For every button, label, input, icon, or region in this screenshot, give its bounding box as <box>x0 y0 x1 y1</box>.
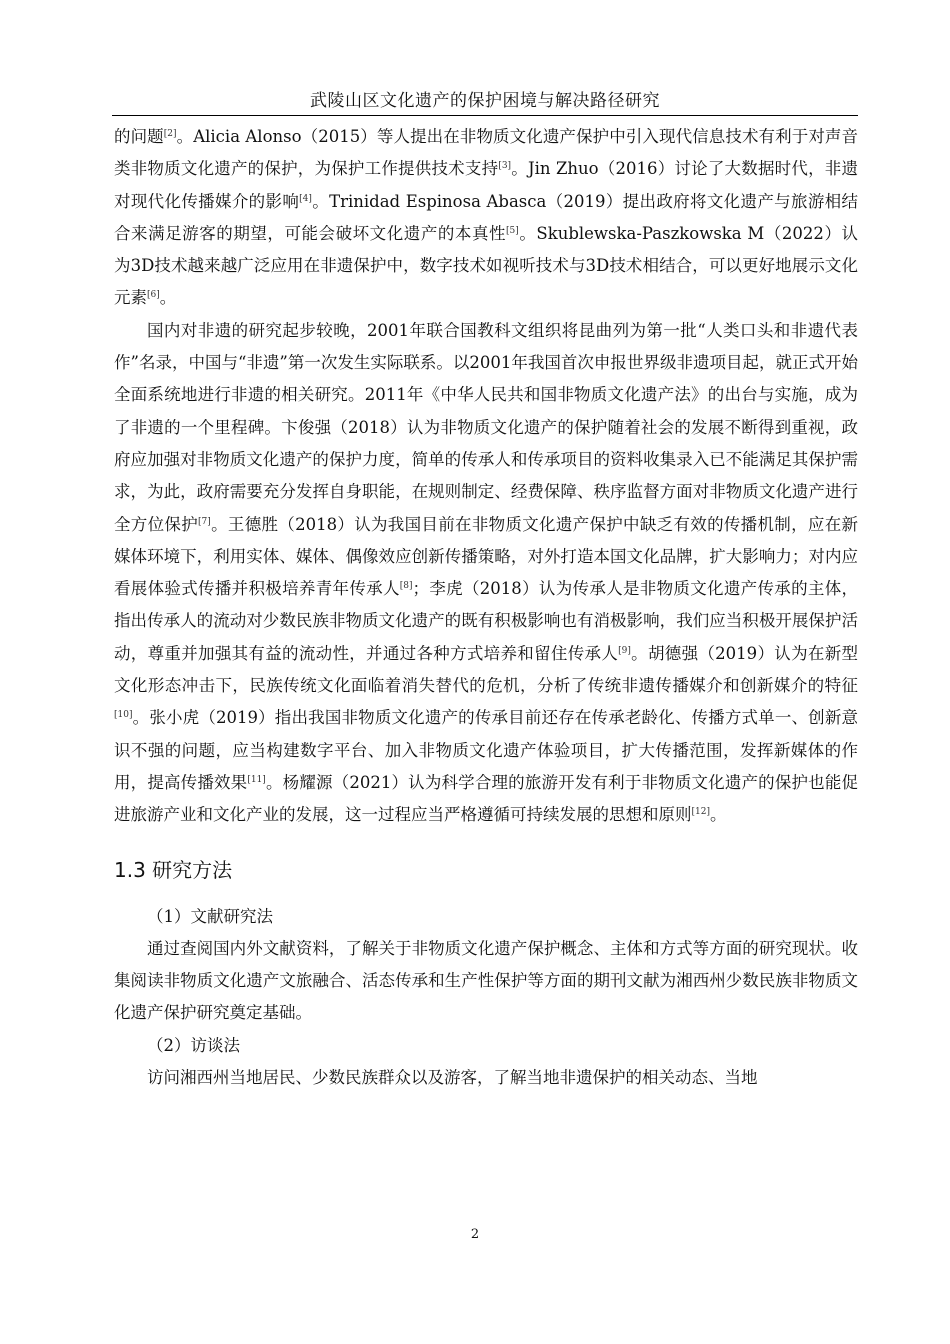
method-literature-text: 通过查阅国内外文献资料，了解关于非物质文化遗产保护概念、主体和方式等方面的研究现状。收集阅读非物质文化遗产文旅融合、活态传承和生产性保护等方面的期刊文献为湘西州少数民族非物质文化遗产保护研究奠定基础。 <box>114 938 858 1023</box>
paragraph-text: 的问题 <box>114 127 164 146</box>
header-rule <box>112 115 858 116</box>
paragraph-text: 。张小虎（2019）指出我国非物质文化遗产的传承目前还存在传承老龄化、传播方式单一、创新意识不强的问题，应当构建数字平台、加入非物质文化遗产体验项目，扩大传播范围，发挥新媒体的作用，提高传播效果 <box>114 708 858 792</box>
citation-ref: [4] <box>299 193 312 204</box>
running-header-title: 武陵山区文化遗产的保护困境与解决路径研究 <box>310 91 660 111</box>
paragraph-text: 国内对非遗的研究起步较晚，2001年联合国教科文组织将昆曲列为第一批“人类口头和非遗代表作”名录，中国与“非遗”第一次发生实际联系。以2001年我国首次申报世界级非遗项目起，就正式开始全面系统地进行非遗的相关研究。2011年《中华人民共和国非物质文化遗产法》的出台与实施，成为了非遗的一个里程碑。卞俊强（2018）认为非物质文化遗产的保护随着社会的发展不断得到重视，政府应加强对非物质文化遗产的保护力度，简单的传承人和传承项目的资料收集录入已不能满足其保护需求，为此，政府需要充分发挥自身职能，在规则制定、经费保障、秩序监督方面对非物质文化遗产进行全方位保护 <box>114 320 858 534</box>
method-interview-text: 访问湘西州当地居民、少数民族群众以及游客，了解当地非遗保护的相关动态、当地 <box>147 1068 758 1088</box>
section-heading: 1.3 研究方法 <box>114 857 233 882</box>
citation-ref: [9] <box>618 645 631 656</box>
method-literature-title: （1）文献研究法 <box>147 906 273 926</box>
citation-ref: [12] <box>691 807 710 818</box>
paragraph-text: 。Skublewska-Paszkowska M（2022）认为3D技术越来越广泛应用在非遗保护中，数字技术如视听技术与3D技术相结合，可以更好地展示文化元素 <box>114 223 858 308</box>
paragraph-text: 。杨耀源（2021）认为科学合理的旅游开发有利于非物质文化遗产的保护也能促进旅游产业和文化产业的发展，这一过程应当严格遵循可持续发展的思想和原则 <box>114 772 858 825</box>
citation-ref: [11] <box>247 774 266 785</box>
citation-ref: [5] <box>506 225 519 236</box>
paragraph-text: 。 <box>709 805 727 825</box>
paragraph-domestic-research <box>114 315 858 832</box>
citation-ref: [10] <box>114 710 133 721</box>
citation-ref: [8] <box>399 581 413 592</box>
page-body <box>114 121 858 1094</box>
method-interview-title: （2）访谈法 <box>147 1035 240 1055</box>
paragraph-text: 。王德胜（2018）认为我国目前在非物质文化遗产保护中缺乏有效的传播机制，应在新媒体环境下，利用实体、媒体、偶像效应创新传播策略，对外打造本国文化品牌，扩大影响力；对内应看展体验式传播并积极培养青年传承人 <box>114 514 859 599</box>
paragraph-text: 。Jin Zhuo（2016）讨论了大数据时代，非遗对现代化传播媒介的影响 <box>114 159 859 211</box>
citation-ref: [6] <box>147 290 160 301</box>
paragraph-foreign-research <box>114 121 858 315</box>
paragraph-text: 。Trinidad Espinosa Abasca（2019）提出政府将文化遗产与旅游相结合来满足游客的期望，可能会破坏文化遗产的本真性 <box>114 191 858 243</box>
citation-ref: [7] <box>198 516 211 527</box>
paragraph-text: ；李虎（2018）认为传承人是非物质文化遗产传承的主体，指出传承人的流动对少数民族非物质文化遗产的既有积极影响也有消极影响，我们应当积极开展保护活动，尊重并加强其有益的流动性，并通过各种方式培养和留住传承人 <box>114 579 859 663</box>
paragraph-text: 。 <box>159 288 177 308</box>
paragraph-text: 。Alicia Alonso（2015）等人提出在非物质文化遗产保护中引入现代信息技术有利于对声音类非物质文化遗产的保护，为保护工作提供技术支持 <box>114 127 858 179</box>
citation-ref: [3] <box>498 161 512 172</box>
paragraph-text: 。胡德强（2019）认为在新型文化形态冲击下，民族传统文化面临着消失替代的危机，分析了传统非遗传播媒介和创新媒介的特征 <box>114 643 858 696</box>
citation-ref: [2] <box>163 129 177 139</box>
page-number: 2 <box>470 1227 480 1242</box>
